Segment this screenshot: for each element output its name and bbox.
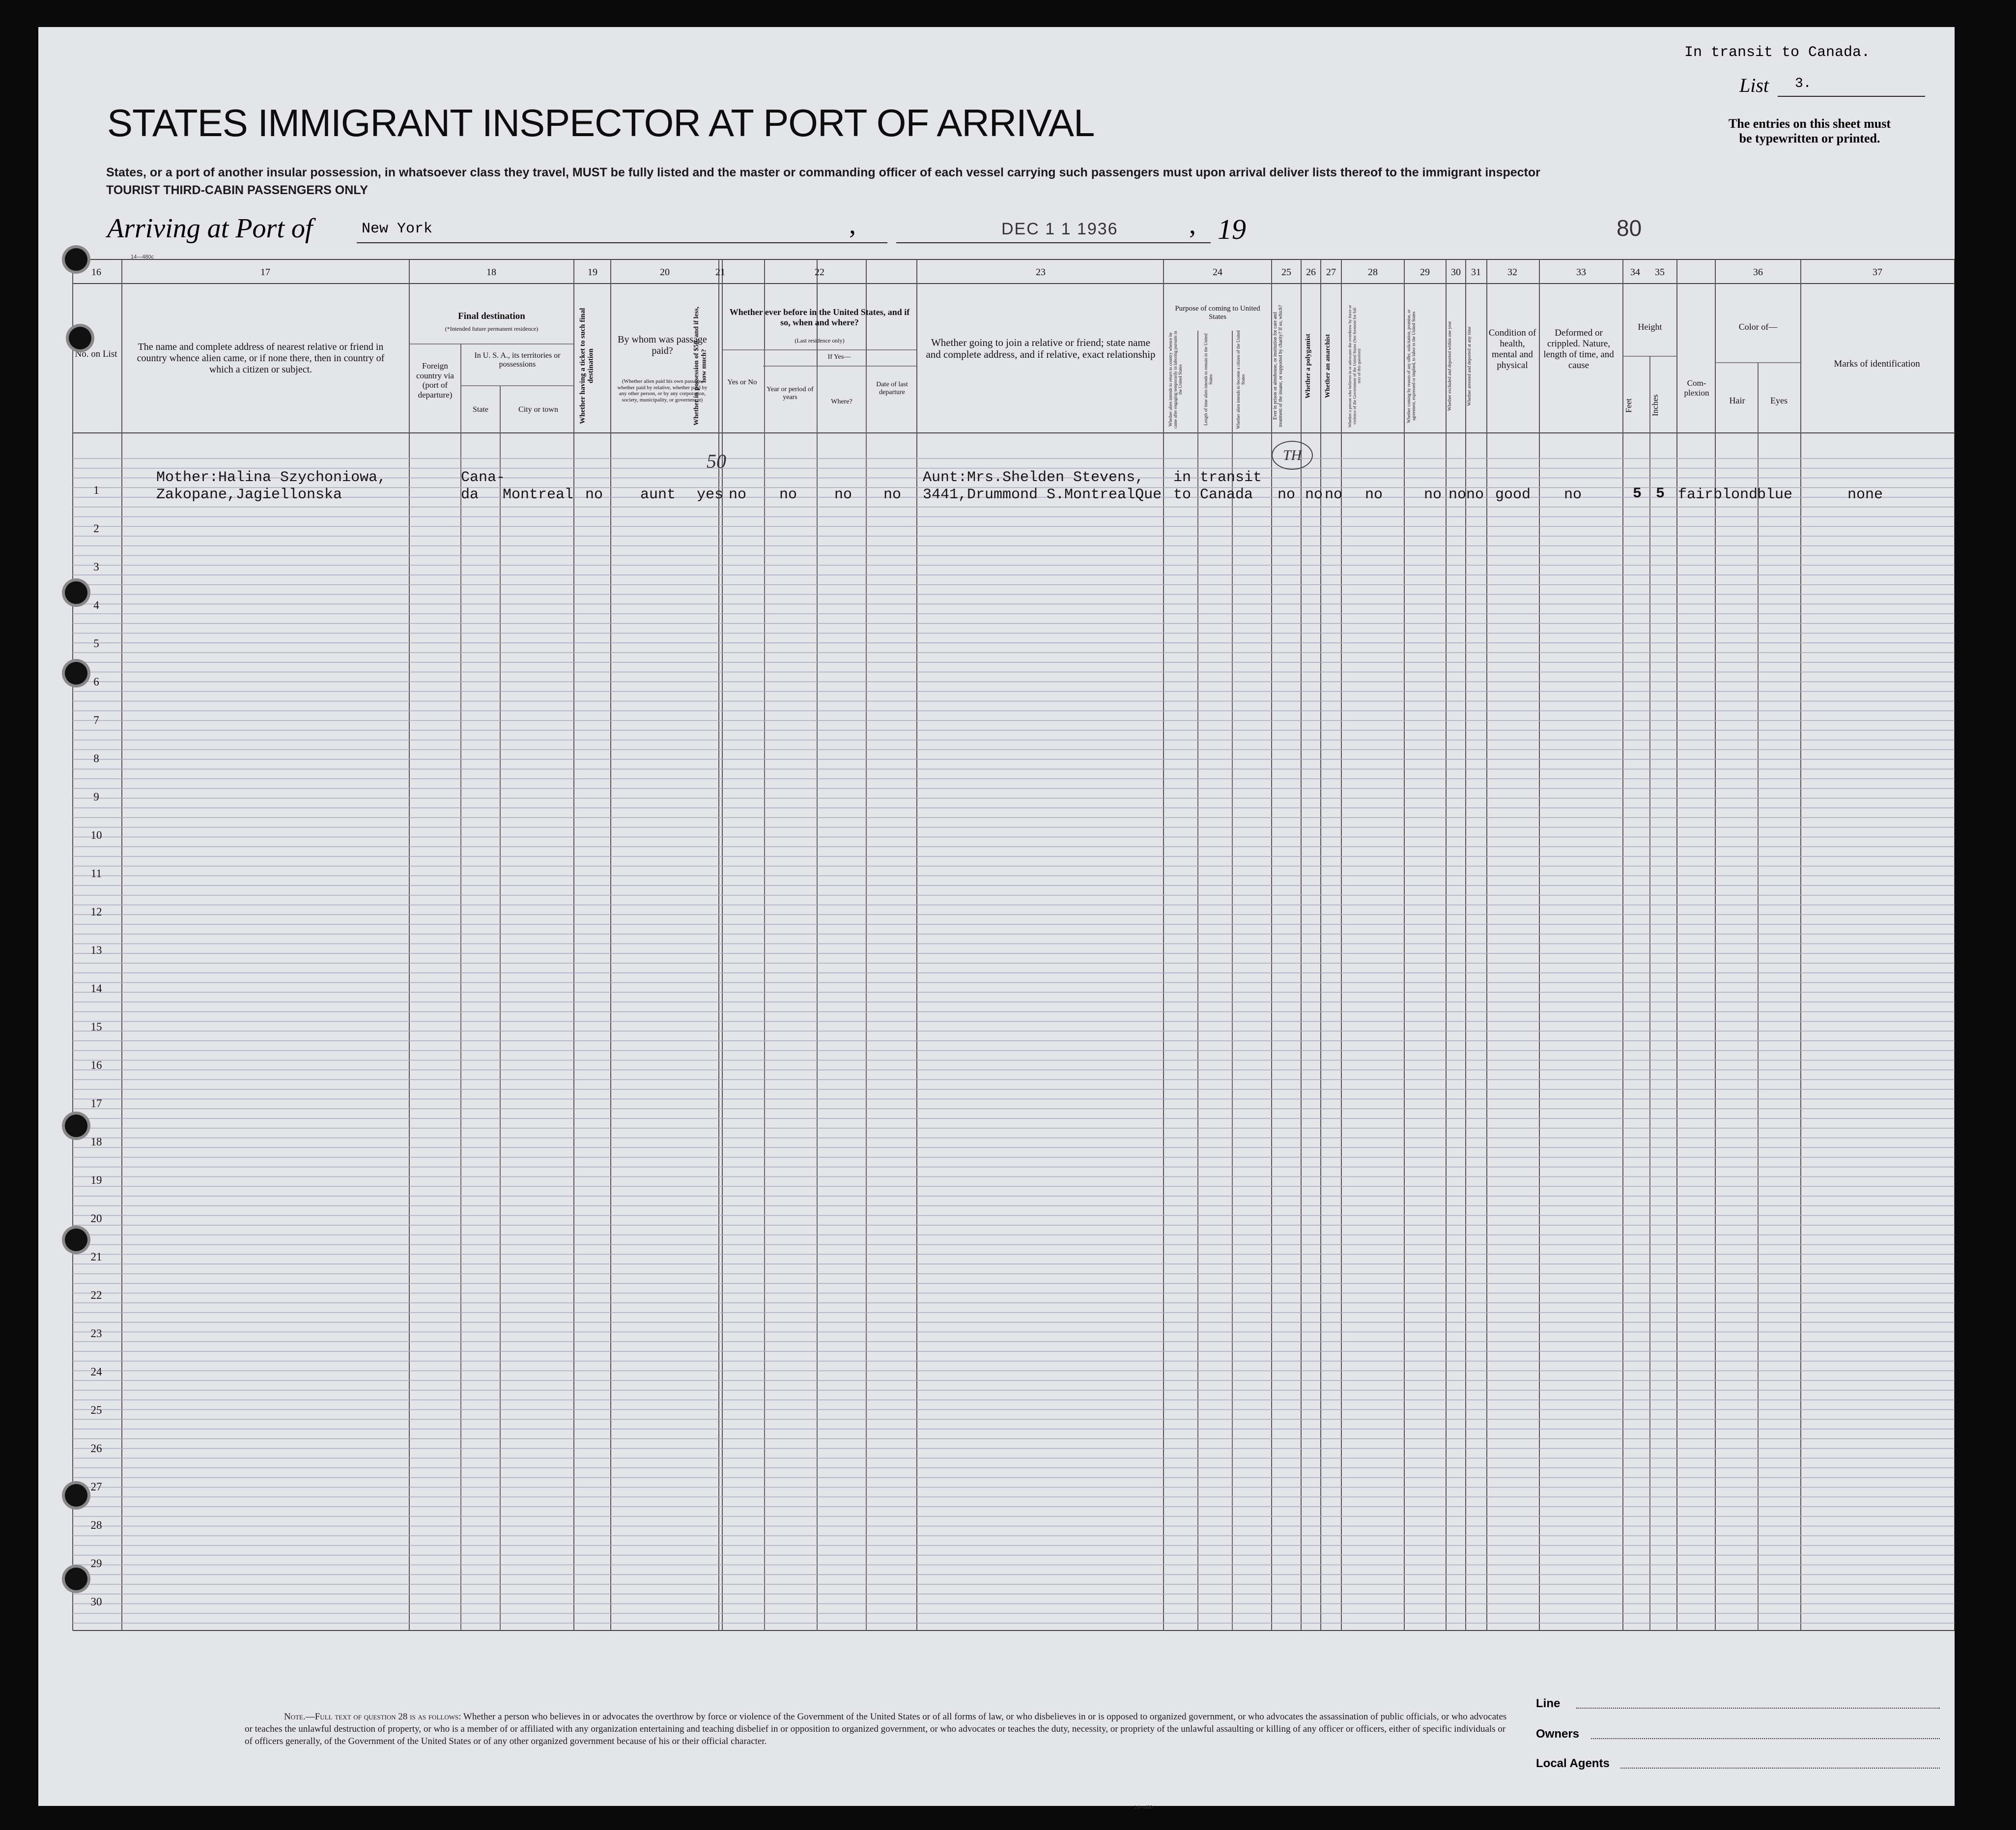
- row-number: 21: [90, 1251, 102, 1263]
- binder-hole: [69, 327, 91, 349]
- binder-hole: [65, 581, 87, 604]
- row-number: 1: [93, 484, 99, 496]
- header-c26: Whether a polygamist: [1305, 334, 1312, 399]
- q30-value: no: [1448, 486, 1467, 503]
- binder-hole: [65, 1568, 87, 1590]
- transit-line-1: in transit: [1173, 469, 1262, 486]
- row-number: 27: [90, 1481, 102, 1493]
- header-c22-sub: (Last residence only): [795, 337, 845, 344]
- header-c18-usa: In U. S. A., its territories or possessions: [474, 351, 561, 369]
- row-number: 17: [90, 1097, 102, 1110]
- row-number: 14: [90, 982, 102, 995]
- header-c34-title: Height: [1638, 322, 1662, 332]
- header-c18-sub: (*Intended future permanent residence): [445, 325, 539, 332]
- marks-value: none: [1847, 486, 1883, 503]
- column-number: 23: [1036, 267, 1046, 278]
- paid-by-value: aunt: [640, 486, 676, 503]
- header-c18-state: State: [473, 405, 488, 414]
- column-number: 22: [815, 267, 824, 278]
- row-number: 22: [90, 1289, 102, 1301]
- money-note: 50: [707, 450, 726, 472]
- city-value: Montreal: [503, 486, 574, 503]
- relative-line-1: Mother:Halina Szychoniowa,: [156, 469, 387, 486]
- typewritten-note: The entries on this sheet must be typewritten or printed.: [1728, 116, 1891, 145]
- footnote: Note.—Full text of question 28 is as follows: Whether a person who believes in or advocates the overthrow by force or violence of the Government of the United States or of all forms of law, or who disbelieves in or is opposed to organized government, or who advocates the assassination of public officials, or who advocates or teaches the unlawful destruction of property, or who is a member of or affiliated with any organization entertaining and teaching disbelief in or opposition to organized government, or who advocates or teaches the duty, necessity, or propriety of the unlawful assaulting or killing of any officer or officers, either of specific individuals or of officers generally, of the Government of the United States or of any other organized government because of his or their official character.: [245, 1712, 1507, 1747]
- binder-hole: [65, 1484, 87, 1507]
- row-number: 18: [90, 1136, 102, 1148]
- page-mark: 80: [1617, 215, 1642, 241]
- header-c24-title: Purpose of coming to United States: [1175, 305, 1260, 321]
- column-number: 36: [1753, 267, 1763, 278]
- row-number: 7: [93, 714, 99, 726]
- header-c32: Condition of health, mental and physical: [1488, 328, 1536, 371]
- deformed-value: no: [1564, 486, 1582, 503]
- row-number: 19: [90, 1174, 102, 1186]
- row-number: 11: [90, 867, 102, 880]
- header-c30: Whether excluded and deported within one year: [1448, 321, 1452, 411]
- comma-1: ,: [849, 209, 856, 240]
- header-c18-city: City or town: [518, 405, 558, 414]
- row-number: 10: [90, 829, 102, 841]
- row-number: 25: [90, 1404, 102, 1416]
- state-line-2: da: [461, 486, 479, 503]
- departure-value: no: [883, 486, 902, 503]
- row-number: 13: [90, 944, 102, 956]
- header-c24-b: Length of time alien intends to remain in the United States: [1203, 333, 1213, 426]
- header-c23: Whether going to join a relative or friend; state name and complete address, and if relative, exact relationship: [926, 337, 1156, 361]
- column-number: 24: [1213, 267, 1222, 278]
- header-c35: Com-plexion: [1684, 378, 1709, 398]
- eyes-value: blue: [1757, 486, 1793, 503]
- agents-leader: [1620, 1768, 1940, 1769]
- binder-hole: [65, 1115, 87, 1137]
- column-number: 31: [1471, 267, 1481, 278]
- footer-form-code: 14—480: [1134, 1805, 1153, 1810]
- list-number: 3.: [1795, 76, 1812, 91]
- class-line: TOURIST THIRD-CABIN PASSENGERS ONLY: [106, 183, 368, 197]
- header-c36-eyes: Eyes: [1770, 396, 1788, 405]
- owners-label: Owners: [1536, 1727, 1580, 1741]
- agents-label: Local Agents: [1536, 1757, 1610, 1770]
- column-number: 37: [1873, 267, 1882, 278]
- column-number: 32: [1507, 267, 1517, 278]
- q31-value: no: [1466, 486, 1484, 503]
- before-us-value: no: [729, 486, 747, 503]
- row-number: 2: [93, 522, 99, 535]
- column-number: 28: [1368, 267, 1378, 278]
- header-c20-title: By whom was passage paid?: [618, 334, 707, 356]
- header-c17: The name and complete address of nearest relative or friend in country whence alien came, or if none there, then in country of which a citizen or subject.: [137, 342, 385, 375]
- header-c36-title: Color of—: [1738, 322, 1778, 332]
- q28-value: no: [1365, 486, 1383, 503]
- header-c22-year: Year or period of years: [767, 386, 814, 401]
- join-line-2: 3441,Drummond S.MontrealQue: [923, 486, 1162, 503]
- column-number: 29: [1420, 267, 1430, 278]
- header-c27: Whether an anarchist: [1324, 334, 1332, 399]
- comma-2: ,: [1189, 209, 1196, 240]
- owners-leader: [1591, 1738, 1940, 1739]
- column-number: 33: [1576, 267, 1586, 278]
- header-c24-c: Whether alien intends to become a citizen of the United States: [1236, 330, 1246, 429]
- column-number: 26: [1306, 267, 1316, 278]
- header-c22-ifyes: If Yes—: [827, 353, 851, 361]
- row-number: 6: [93, 676, 99, 688]
- anarchist-value: no: [1325, 486, 1343, 503]
- binder-hole: [65, 248, 87, 271]
- header-c22-date: Date of last departure: [876, 381, 908, 397]
- q29-value: no: [1424, 486, 1442, 503]
- header-c29: Whether coming by reason of any offer, solicitation, promise, or agreement, expressed or implied, to labor in the United States: [1406, 309, 1416, 423]
- prison-value: no: [1278, 486, 1296, 503]
- row-number: 9: [93, 791, 99, 803]
- initials-mark: TH: [1272, 441, 1313, 470]
- header-c22-title: Whether ever before in the United States, and if so, when and where?: [729, 307, 910, 327]
- header-c33: Deformed or crippled. Nature, length of time, and cause: [1543, 328, 1614, 371]
- binder-hole: [65, 1229, 87, 1251]
- manifest-sheet: [38, 27, 1955, 1810]
- row-number: 3: [93, 561, 99, 573]
- ticket-value: no: [585, 486, 603, 503]
- date-stamp: DEC 1 1 1936: [1001, 220, 1118, 238]
- line-leader: [1576, 1708, 1940, 1709]
- column-number: 17: [260, 267, 270, 278]
- column-number: 25: [1281, 267, 1291, 278]
- header-c18-foreign: Foreign country via (port of departure): [416, 361, 454, 400]
- header-c25: Ever in prison or almshouse, or institution for care and treatment of the insane, or supported by charity? If so, which?: [1273, 305, 1283, 428]
- header-c36-hair: Hair: [1729, 396, 1745, 405]
- row-number: 29: [90, 1557, 102, 1570]
- line-label: Line: [1536, 1697, 1561, 1710]
- transit-line-2: to Canada: [1173, 486, 1253, 503]
- column-number: 16: [91, 267, 101, 278]
- port-value: New York: [362, 221, 433, 237]
- table-grid: [38, 27, 1955, 1806]
- row-number: 28: [90, 1519, 102, 1531]
- row-number: 4: [93, 599, 99, 611]
- row-number: 30: [90, 1596, 102, 1608]
- column-number: 30: [1451, 267, 1461, 278]
- row-number: 15: [90, 1021, 102, 1033]
- form-code: 14—480c: [131, 254, 154, 260]
- hair-value: blond: [1713, 486, 1758, 503]
- header-c19: Whether having a ticket to such final destination: [579, 308, 595, 425]
- transit-note: In transit to Canada.: [1684, 44, 1871, 61]
- column-number: 19: [588, 267, 597, 278]
- binder-hole: [65, 662, 87, 685]
- header-c24-a: Whether alien intends to return to country whence he came after engaging temporarily in laboring pursuits in the United States: [1168, 331, 1183, 429]
- row-number: 20: [90, 1212, 102, 1225]
- header-c34-feet: Feet: [1624, 398, 1633, 413]
- column-number: 18: [486, 267, 496, 278]
- row-number: 12: [90, 906, 102, 918]
- column-number: 34: [1630, 267, 1640, 278]
- arriving-label: Arriving at Port of: [107, 213, 313, 244]
- header-c20-sub: (Whether alien paid his own passage, whether paid by relative, whether paid by any other person, or by any corporation, society, municipality, or government): [617, 378, 708, 403]
- polygamist-value: no: [1305, 486, 1323, 503]
- row-number: 5: [93, 637, 99, 650]
- complexion-value: fair: [1678, 486, 1714, 503]
- where-value: no: [834, 486, 852, 503]
- header-c31: Whether arrested and deported at any time: [1467, 326, 1472, 406]
- row-number: 24: [90, 1366, 102, 1378]
- header-c16: No. on List: [75, 349, 117, 359]
- relative-line-2: Zakopane,Jagiellonska: [156, 486, 342, 503]
- column-number: 21: [715, 267, 725, 278]
- header-c18-title: Final destination: [458, 311, 525, 321]
- row-number: 8: [93, 752, 99, 765]
- row-number: 16: [90, 1059, 102, 1071]
- header-c21: Whether in possession of $50, and if less, how much?: [693, 306, 708, 426]
- state-line-1: Cana-: [461, 469, 506, 486]
- join-line-1: Aunt:Mrs.Shelden Stevens,: [923, 469, 1144, 486]
- row-number: 26: [90, 1442, 102, 1455]
- header-c37: Marks of identification: [1834, 359, 1920, 369]
- column-number: 35: [1655, 267, 1665, 278]
- instructions: States, or a port of another insular possession, in whatsoever class they travel, MUST be fully listed and the master or commanding officer of each vessel carrying such passengers must upon arrival deliver lists thereof to the immigrant inspector: [106, 166, 1540, 179]
- row-number: 23: [90, 1327, 102, 1340]
- health-value: good: [1495, 486, 1531, 503]
- year-value: no: [779, 486, 797, 503]
- money-value: yes: [697, 486, 724, 503]
- year-prefix: 19: [1218, 213, 1246, 245]
- page-title: STATES IMMIGRANT INSPECTOR AT PORT OF ARRIVAL: [107, 101, 1095, 144]
- header-c28: Whether a person who believes in or advocates the overthrow by force or violence of the Government of the United States (See footnote for full text of this question): [1347, 305, 1362, 428]
- feet-value: 5: [1633, 486, 1642, 502]
- header-c22-where: Where?: [831, 398, 852, 405]
- header-c34-inches: Inches: [1650, 394, 1660, 417]
- header-c22-yesno: Yes or No: [727, 378, 757, 386]
- column-number: 27: [1326, 267, 1336, 278]
- inches-value: 5: [1656, 486, 1665, 502]
- column-number: 20: [660, 267, 670, 278]
- list-label: List: [1739, 74, 1769, 96]
